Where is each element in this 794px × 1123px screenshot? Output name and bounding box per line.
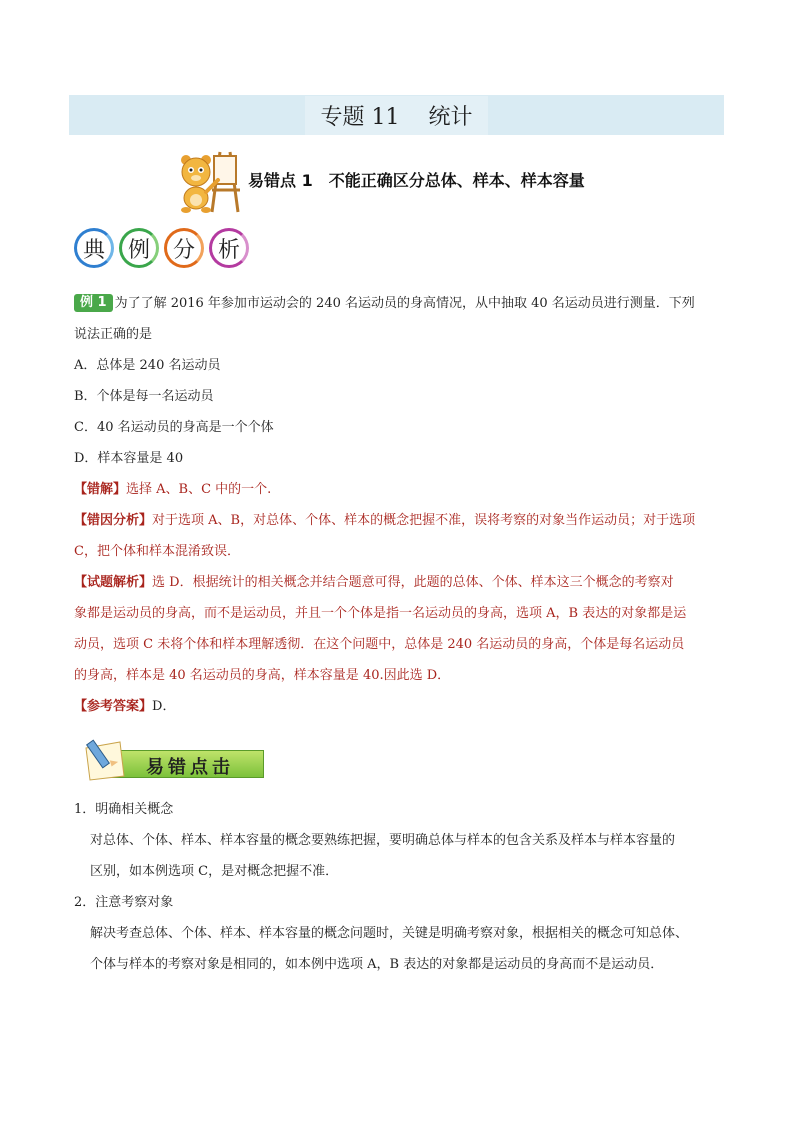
solution-line-2: 象都是运动员的身高，而不是运动员，并且一个个体是指一名运动员的身高，选项 A，B 表达的对象都是运 <box>74 606 687 621</box>
tip-2-line-1: 解决考查总体、个体、样本、样本容量的概念问题时，关键是明确考察对象，根据相关的概念可知总体、 <box>90 926 689 941</box>
example-block <box>74 288 695 722</box>
tip-1-line-2: 区别，如本例选项 C，是对概念把握不准． <box>90 864 339 879</box>
heading-char-1: 典 <box>74 228 114 268</box>
section-subtitle: 易错点 1 不能正确区分总体、样本、样本容量 <box>248 171 585 190</box>
tips-banner-label: 易错点击 <box>146 757 234 778</box>
heading-char-4: 析 <box>209 228 249 268</box>
analysis-heading <box>74 228 249 268</box>
example-badge: 例 1 <box>74 294 113 312</box>
error-solution-text: 选择 A、B、C 中的一个. <box>126 482 272 497</box>
solution-label: 【试题解析】 <box>74 575 153 590</box>
bear-easel-icon <box>172 150 244 214</box>
answer-text: D． <box>152 699 176 714</box>
option-c: C．40 名运动员的身高是一个个体 <box>74 420 274 435</box>
tip-1-line-1: 对总体、个体、样本、样本容量的概念要熟练把握，要明确总体与样本的包含关系及样本与样本容量的 <box>90 833 676 848</box>
answer-label: 【参考答案】 <box>74 699 153 714</box>
error-analysis-label: 【错因分析】 <box>74 513 153 528</box>
error-analysis-line-1 <box>74 505 695 536</box>
tips-banner <box>80 738 264 782</box>
solution-text-1: 选 D．根据统计的相关概念并结合题意可得，此题的总体、个体、样本这三个概念的考察对 <box>152 575 674 590</box>
solution-line-1 <box>74 567 695 598</box>
pencil-paper-icon <box>80 738 130 782</box>
question-text-1: 为了了解 2016 年参加市运动会的 240 名运动员的身高情况，从中抽取 40 名运动员进行测量．下列 <box>114 296 695 311</box>
solution-line-4: 的身高，样本是 40 名运动员的身高，样本容量是 40.因此选 D． <box>74 668 451 683</box>
tips-block <box>74 794 688 980</box>
tip-2-title: 2．注意考察对象 <box>74 895 174 910</box>
heading-char-2: 例 <box>119 228 159 268</box>
error-analysis-line-2: C，把个体和样本混淆致误． <box>74 544 240 559</box>
tip-1-title: 1．明确相关概念 <box>74 802 174 817</box>
title-band <box>69 95 724 135</box>
option-a: A．总体是 240 名运动员 <box>74 358 221 373</box>
tip-2-line-2: 个体与样本的考察对象是相同的，如本例中选项 A，B 表达的对象都是运动员的身高而不是运动员． <box>90 957 664 972</box>
answer-line <box>74 691 695 722</box>
heading-char-3: 分 <box>164 228 204 268</box>
error-analysis-text-1: 对于选项 A、B，对总体、个体、样本的概念把握不准，误将考察的对象当作运动员；对于选项 <box>152 513 696 528</box>
question-line-2: 说法正确的是 <box>74 327 153 342</box>
solution-line-3: 动员，选项 C 未将个体和样本理解透彻．在这个问题中，总体是 240 名运动员的身高，个体是每名运动员 <box>74 637 685 652</box>
error-solution-label: 【错解】 <box>74 482 127 497</box>
question-line-1 <box>74 288 695 319</box>
option-d: D．样本容量是 40 <box>74 451 184 466</box>
option-b: B．个体是每一名运动员 <box>74 389 214 404</box>
page-title: 专题 11 统计 <box>305 96 489 135</box>
error-solution <box>74 474 695 505</box>
